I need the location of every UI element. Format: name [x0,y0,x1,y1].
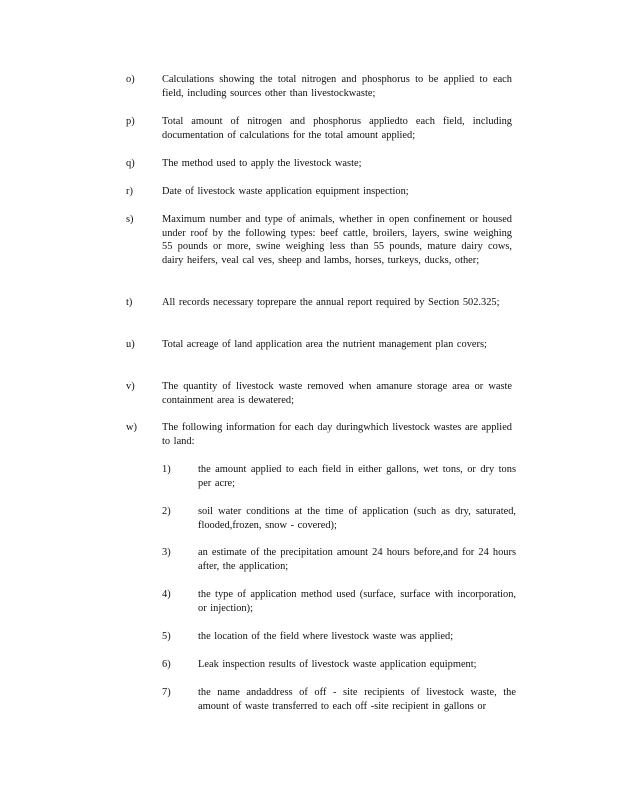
item-label: u) [126,339,135,350]
sub-item-label: 7) [162,687,171,698]
item-text: Maximum number and type of animals, whether in open confinement or housed under roof by the following types: beef cattle, broilers, layers, swine weighing 55 pounds or more, swine weighing less than 55 pounds, mature dairy cows, dairy heifers, veal cal ves, sheep and lambs, horses, turkeys, ducks, other; [162,214,512,266]
item-text: Calculations showing the total nitrogen and phosphorus to be applied to each field, including sources other than livestockwaste; [162,74,512,99]
sub-item-text: soil water conditions at the time of application (such as dry, saturated, flooded,frozen, snow - covered); [198,506,516,531]
sub-item-text: the location of the field where livestock waste was applied; [198,631,454,642]
sub-item-text: Leak inspection results of livestock waste application equipment; [198,659,477,670]
item-text: Total acreage of land application area the nutrient management plan covers; [162,339,487,350]
item-label: t) [126,297,133,308]
item-label: q) [126,158,135,169]
item-label: p) [126,116,135,127]
sub-item-label: 2) [162,506,171,517]
sub-item-label: 6) [162,659,171,670]
sub-item-text: the amount applied to each field in either gallons, wet tons, or dry tons per acre; [198,464,516,489]
item-text: The method used to apply the livestock waste; [162,158,362,169]
item-label: w) [126,422,137,433]
item-label: v) [126,381,135,392]
item-text: The following information for each day duringwhich livestock wastes are applied to land: [162,422,512,447]
sub-item-text: the type of application method used (surface, surface with incorporation, or injection); [198,589,516,614]
sub-item-label: 1) [162,464,171,475]
sub-item-text: an estimate of the precipitation amount 24 hours before,and for 24 hours after, the application; [198,547,516,572]
item-text: The quantity of livestock waste removed when amanure storage area or waste containment area is dewatered; [162,381,512,406]
item-label: o) [126,74,135,85]
sub-item-text: the name andaddress of off - site recipients of livestock waste, the amount of waste transferred to each off -site recipient in gallons or [198,687,516,712]
sub-item-label: 4) [162,589,171,600]
sub-item-label: 5) [162,631,171,642]
sub-item-label: 3) [162,547,171,558]
item-text: Date of livestock waste application equipment inspection; [162,186,409,197]
item-text: All records necessary toprepare the annual report required by Section 502.325; [162,297,500,308]
item-label: r) [126,186,133,197]
item-label: s) [126,214,134,225]
item-text: Total amount of nitrogen and phosphorus appliedto each field, including documentation of calculations for the total amount applied; [162,116,512,141]
